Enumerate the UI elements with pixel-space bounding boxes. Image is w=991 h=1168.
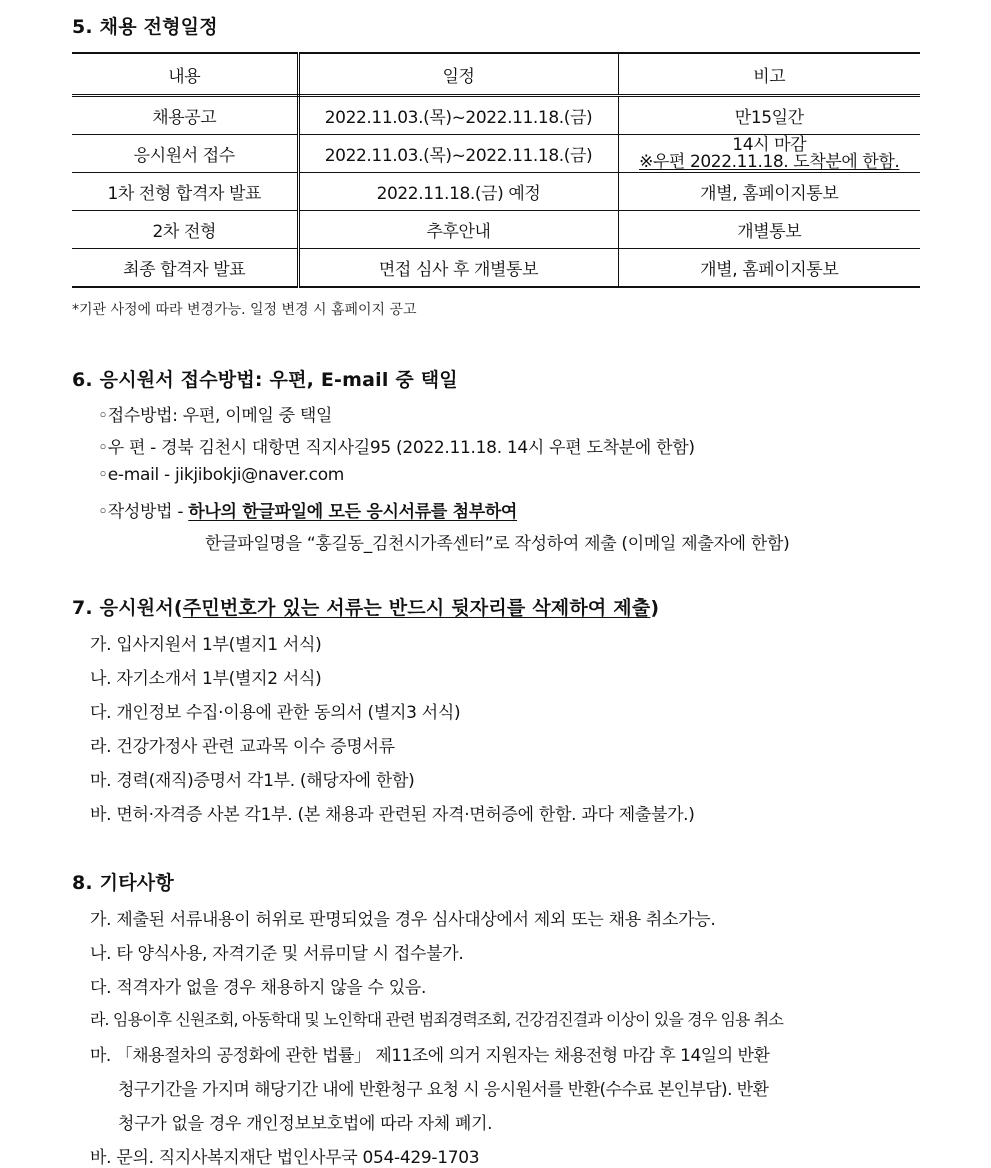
write-method-line [98,497,517,522]
filename-line: 한글파일명을 “홍길동_김천시가족센터”로 작성하여 제출 (이메일 제출자에 한함) [205,534,790,554]
table-cell-date: 2022.11.03.(목)~2022.11.18.(금) [298,135,618,173]
section5-heading: 5. 채용 전형일정 [72,16,218,38]
table-cell-note: 만15일간 [618,96,920,135]
write-method-emphasis: 하나의 한글파일에 모든 응시서류를 첨부하여 [188,502,518,522]
method-line: ◦접수방법: 우편, 이메일 중 택일 [98,406,333,426]
list-item: 마. 「채용절차의 공정화에 관한 법률」 제11조에 의거 지원자는 채용전형 마감 후 14일의 반환 [90,1046,770,1066]
table-header: 일정 [298,53,618,96]
table-cell-date: 2022.11.18.(금) 예정 [298,173,618,211]
table-row [72,135,920,173]
table-cell-note: 개별통보 [618,211,920,249]
list-item: 나. 자기소개서 1부(별지2 서식) [90,669,322,689]
table-header: 내용 [72,53,298,96]
list-item: 라. 임용이후 신원조회, 아동학대 및 노인학대 관련 범죄경력조회, 건강검진결과 이상이 있을 경우 임용 취소 [90,1010,783,1029]
list-item: 마. 경력(재직)증명서 각1부. (해당자에 한함) [90,771,415,791]
table-cell-item: 응시원서 접수 [72,135,298,173]
table-cell-item: 최종 합격자 발표 [72,249,298,288]
list-item: 바. 면허·자격증 사본 각1부. (본 채용과 관련된 자격·면허증에 한함. 과다 제출불가.) [90,805,695,825]
list-item: 가. 제출된 서류내용이 허위로 판명되었을 경우 심사대상에서 제외 또는 채용 취소가능. [90,910,716,930]
table-cell-date: 2022.11.03.(목)~2022.11.18.(금) [298,96,618,135]
table-cell-item: 채용공고 [72,96,298,135]
schedule-table [72,52,920,288]
section7-heading-emphasis: 주민번호가 있는 서류는 반드시 뒷자리를 삭제하여 제출 [182,597,651,619]
table-header: 비고 [618,53,920,96]
note-postal: ※우편 2022.11.18. 도착분에 한함. [639,151,900,172]
section7-heading-suffix: ) [650,597,660,619]
section8-heading: 8. 기타사항 [72,872,174,894]
list-item-continued: 청구기간을 가지며 해당기간 내에 반환청구 요청 시 응시원서를 반환(수수료 본인부담). 반환 [118,1080,769,1100]
note-deadline: 14시 마감 [732,134,807,155]
table-row [72,211,920,249]
table-row [72,173,920,211]
section6-heading: 6. 응시원서 접수방법: 우편, E-mail 중 택일 [72,369,458,391]
table-row [72,96,920,135]
list-item: 다. 적격자가 없을 경우 채용하지 않을 수 있음. [90,978,427,998]
postal-line: ◦우 편 - 경북 김천시 대항면 직지사길95 (2022.11.18. 14시 우편 도착분에 한함) [98,438,695,458]
list-item: 나. 타 양식사용, 자격기준 및 서류미달 시 접수불가. [90,944,464,964]
section7-heading-prefix: 7. 응시원서( [72,597,183,619]
table-cell-note: 개별, 홈페이지통보 [618,249,920,288]
table-cell-date: 면접 심사 후 개별통보 [298,249,618,288]
list-item-continued: 청구가 없을 경우 개인정보보호법에 따라 자체 폐기. [118,1114,493,1134]
email-line: ◦e-mail - jikjibokji@naver.com [98,465,345,485]
table-cell-item: 2차 전형 [72,211,298,249]
table-cell-date: 추후안내 [298,211,618,249]
table-cell-note [618,135,920,173]
section7-heading [72,593,659,620]
table-row [72,249,920,288]
list-item: 바. 문의. 직지사복지재단 법인사무국 054-429-1703 [90,1148,480,1168]
table-header-row [72,53,920,96]
write-method-label: ◦작성방법 - [98,502,189,522]
list-item: 가. 입사지원서 1부(별지1 서식) [90,635,322,655]
table-cell-item: 1차 전형 합격자 발표 [72,173,298,211]
list-item: 라. 건강가정사 관련 교과목 이수 증명서류 [90,737,395,757]
table-cell-note: 개별, 홈페이지통보 [618,173,920,211]
list-item: 다. 개인정보 수집·이용에 관한 동의서 (별지3 서식) [90,703,461,723]
schedule-footnote: *기관 사정에 따라 변경가능. 일정 변경 시 홈페이지 공고 [72,302,417,318]
